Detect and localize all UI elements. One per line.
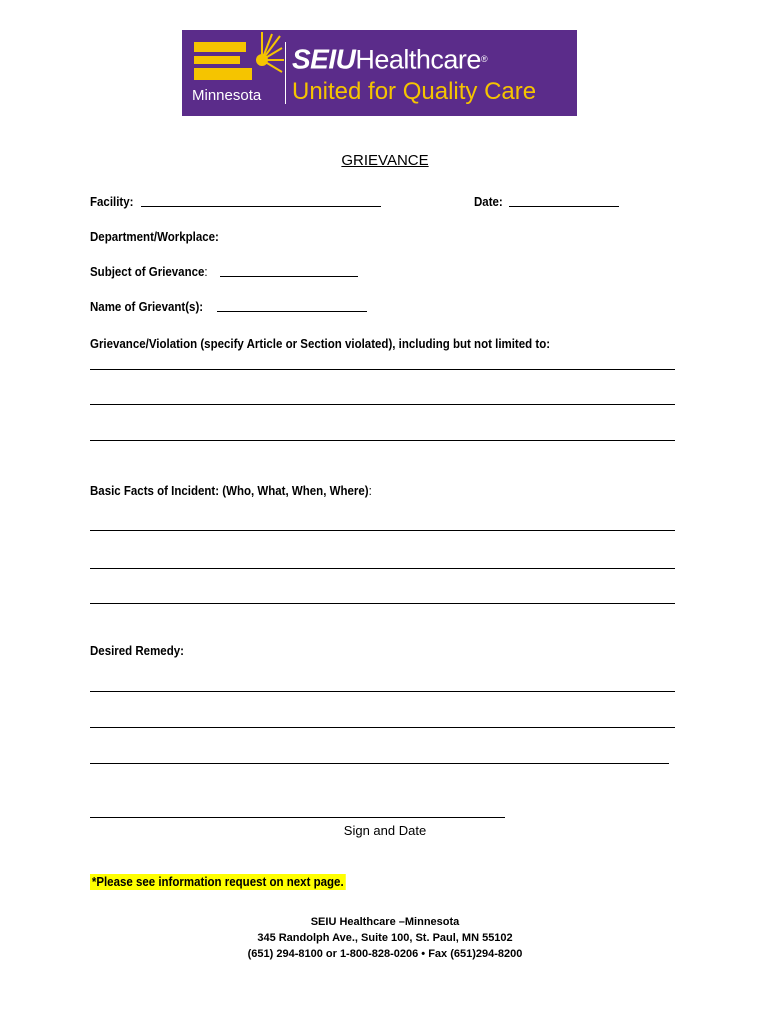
- remedy-label: Desired Remedy:: [90, 644, 184, 658]
- violation-line[interactable]: [90, 404, 675, 405]
- footer-org: SEIU Healthcare –Minnesota: [310, 916, 460, 928]
- date-field[interactable]: [509, 206, 619, 207]
- subject-label-colon: :: [204, 265, 208, 279]
- subject-label-text: Subject of Grievance: [90, 265, 205, 279]
- registered-mark: ®: [480, 54, 488, 64]
- logo-divider: [285, 42, 286, 104]
- footer-phone: (651) 294-8100 or 1-800-828-0206 • Fax (651)294-8200: [247, 948, 523, 960]
- sign-date-label: Sign and Date: [343, 823, 427, 838]
- grievant-field[interactable]: [217, 311, 367, 312]
- seiu-healthcare-logo: [182, 30, 577, 116]
- violation-line[interactable]: [90, 369, 675, 370]
- violation-label: Grievance/Violation (specify Article or Section violated), including but not limited to:: [90, 337, 551, 351]
- signature-line[interactable]: [90, 817, 505, 818]
- facts-label-colon: :: [368, 484, 372, 498]
- facts-label: [90, 483, 372, 499]
- logo-brand-bold: SEIU: [292, 43, 356, 75]
- footer-street: 345 Randolph Ave., Suite 100, St. Paul, MN 55102: [257, 932, 513, 944]
- facility-label: Facility:: [90, 195, 134, 209]
- remedy-line[interactable]: [90, 727, 675, 728]
- logo-brand: [292, 44, 488, 79]
- subject-field[interactable]: [220, 276, 358, 277]
- grievant-label: Name of Grievant(s):: [90, 300, 204, 314]
- remedy-line[interactable]: [90, 763, 669, 764]
- form-title: GRIEVANCE: [341, 152, 429, 169]
- facts-line[interactable]: [90, 568, 675, 569]
- violation-line[interactable]: [90, 440, 675, 441]
- footer-address: [0, 914, 770, 962]
- logo-brand-rest: Healthcare: [355, 44, 481, 75]
- date-label: Date:: [474, 195, 503, 209]
- logo-state: Minnesota: [192, 87, 262, 104]
- logo-tagline: United for Quality Care: [292, 78, 537, 105]
- facts-line[interactable]: [90, 530, 675, 531]
- information-note: *Please see information request on next page.: [91, 875, 344, 889]
- remedy-line[interactable]: [90, 691, 675, 692]
- facility-field[interactable]: [141, 206, 381, 207]
- department-label: Department/Workplace:: [90, 230, 219, 244]
- facts-label-text: Basic Facts of Incident: (Who, What, When, Where): [90, 484, 369, 498]
- facts-line[interactable]: [90, 603, 675, 604]
- subject-label: [90, 264, 208, 280]
